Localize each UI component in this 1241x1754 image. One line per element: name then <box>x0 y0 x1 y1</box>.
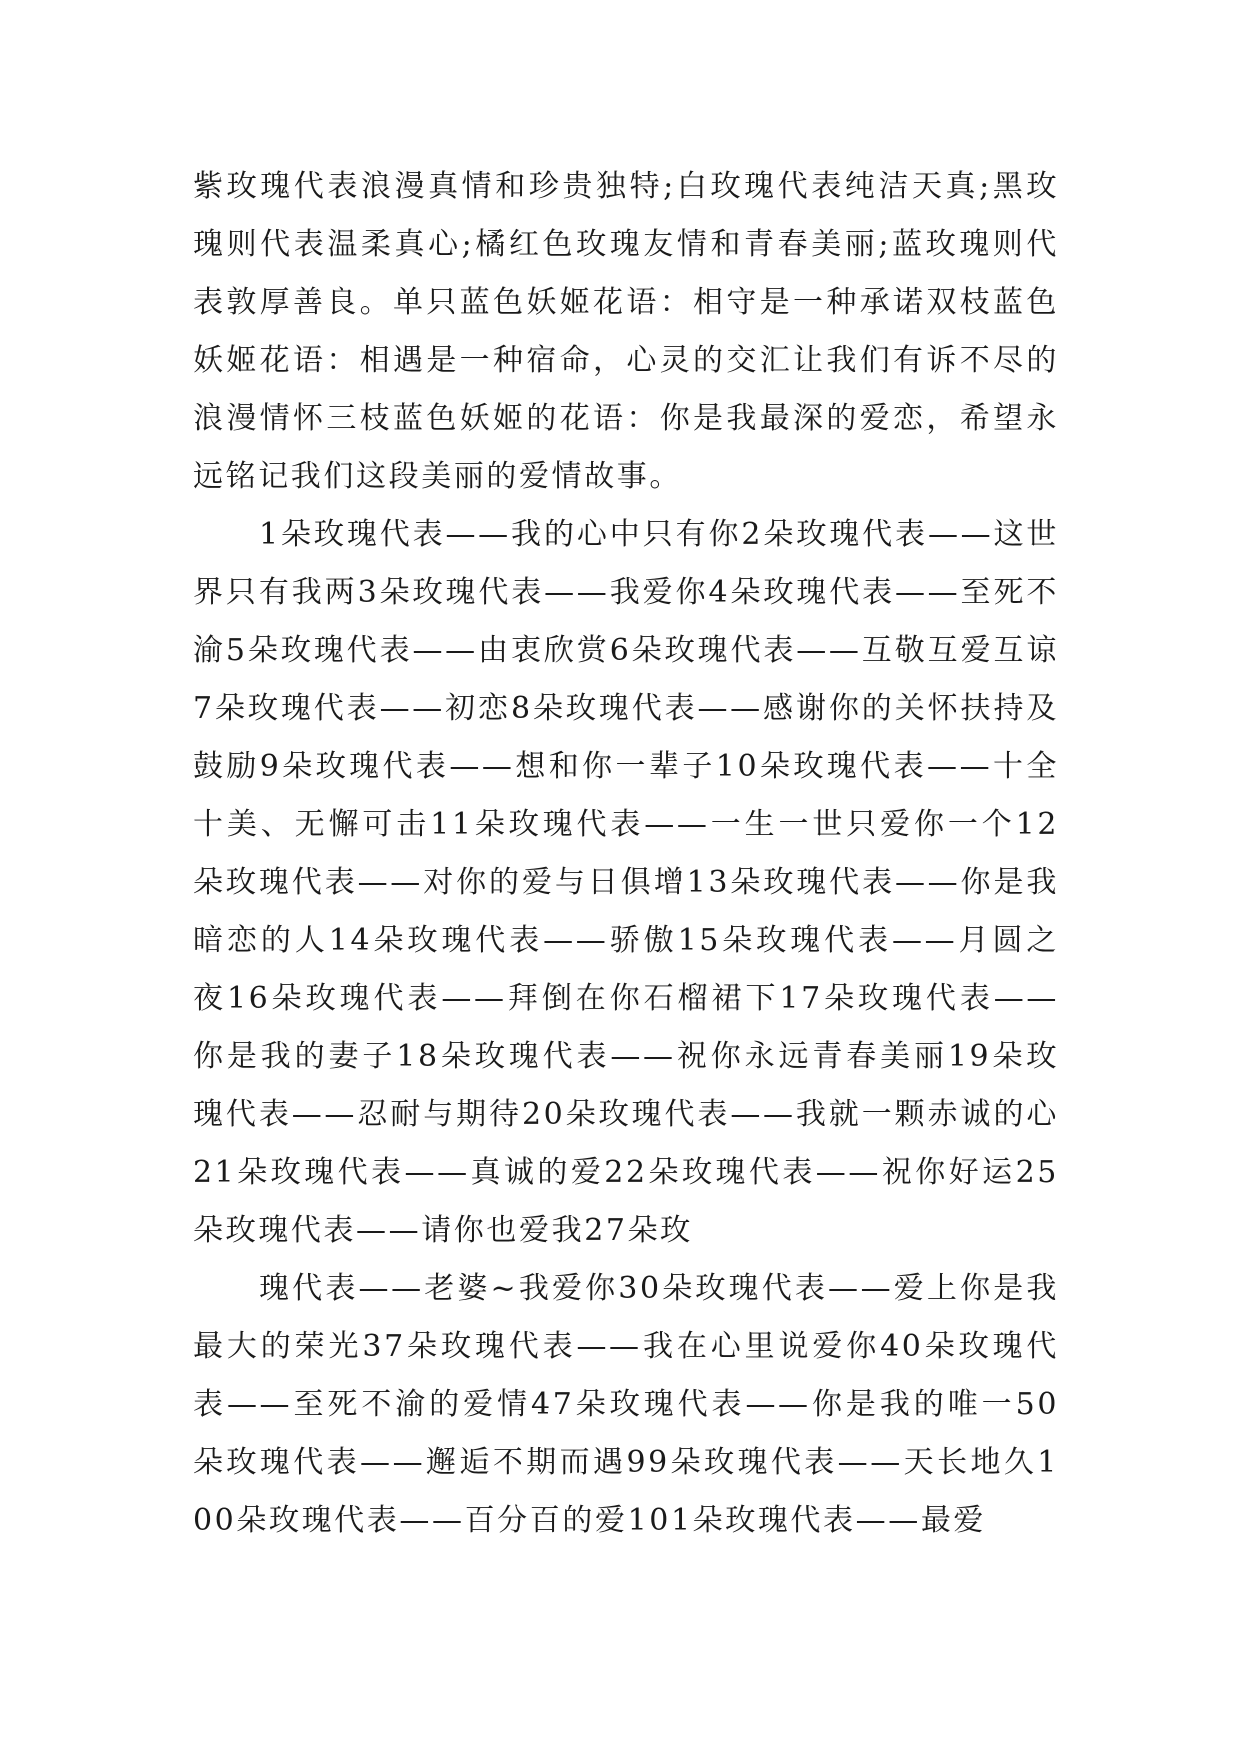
paragraph-rose-colors: 紫玫瑰代表浪漫真情和珍贵独特;白玫瑰代表纯洁天真;黑玫瑰则代表温柔真心;橘红色玫瑰友情和青春美丽;蓝玫瑰则代表敦厚善良。单只蓝色妖姬花语：相守是一种承诺双枝蓝色妖姬花语：相遇是一种宿命，心灵的交汇让我们有诉不尽的浪漫情怀三枝蓝色妖姬的花语：你是我最深的爱恋，希望永远铭记我们这段美丽的爱情故事。 <box>193 169 1059 494</box>
document-body <box>193 158 1059 1550</box>
paragraph-rose-counts-continued: 瑰代表——老婆~我爱你30朵玫瑰代表——爱上你是我最大的荣光37朵玫瑰代表——我在心里说爱你40朵玫瑰代表——至死不渝的爱情47朵玫瑰代表——你是我的唯一50朵玫瑰代表——邂逅不期而遇99朵玫瑰代表——天长地久100朵玫瑰代表——百分百的爱101朵玫瑰代表——最爱 <box>193 1271 1059 1538</box>
paragraph-rose-counts: 1朵玫瑰代表——我的心中只有你2朵玫瑰代表——这世界只有我两3朵玫瑰代表——我爱你4朵玫瑰代表——至死不渝5朵玫瑰代表——由衷欣赏6朵玫瑰代表——互敬互爱互谅7朵玫瑰代表——初恋8朵玫瑰代表——感谢你的关怀扶持及鼓励9朵玫瑰代表——想和你一辈子10朵玫瑰代表——十全十美、无懈可击11朵玫瑰代表——一生一世只爱你一个12朵玫瑰代表——对你的爱与日俱增13朵玫瑰代表——你是我暗恋的人14朵玫瑰代表——骄傲15朵玫瑰代表——月圆之夜16朵玫瑰代表——拜倒在你石榴裙下17朵玫瑰代表——你是我的妻子18朵玫瑰代表——祝你永远青春美丽19朵玫瑰代表——忍耐与期待20朵玫瑰代表——我就一颗赤诚的心21朵玫瑰代表——真诚的爱22朵玫瑰代表——祝你好运25朵玫瑰代表——请你也爱我27朵玫 <box>193 517 1059 1248</box>
